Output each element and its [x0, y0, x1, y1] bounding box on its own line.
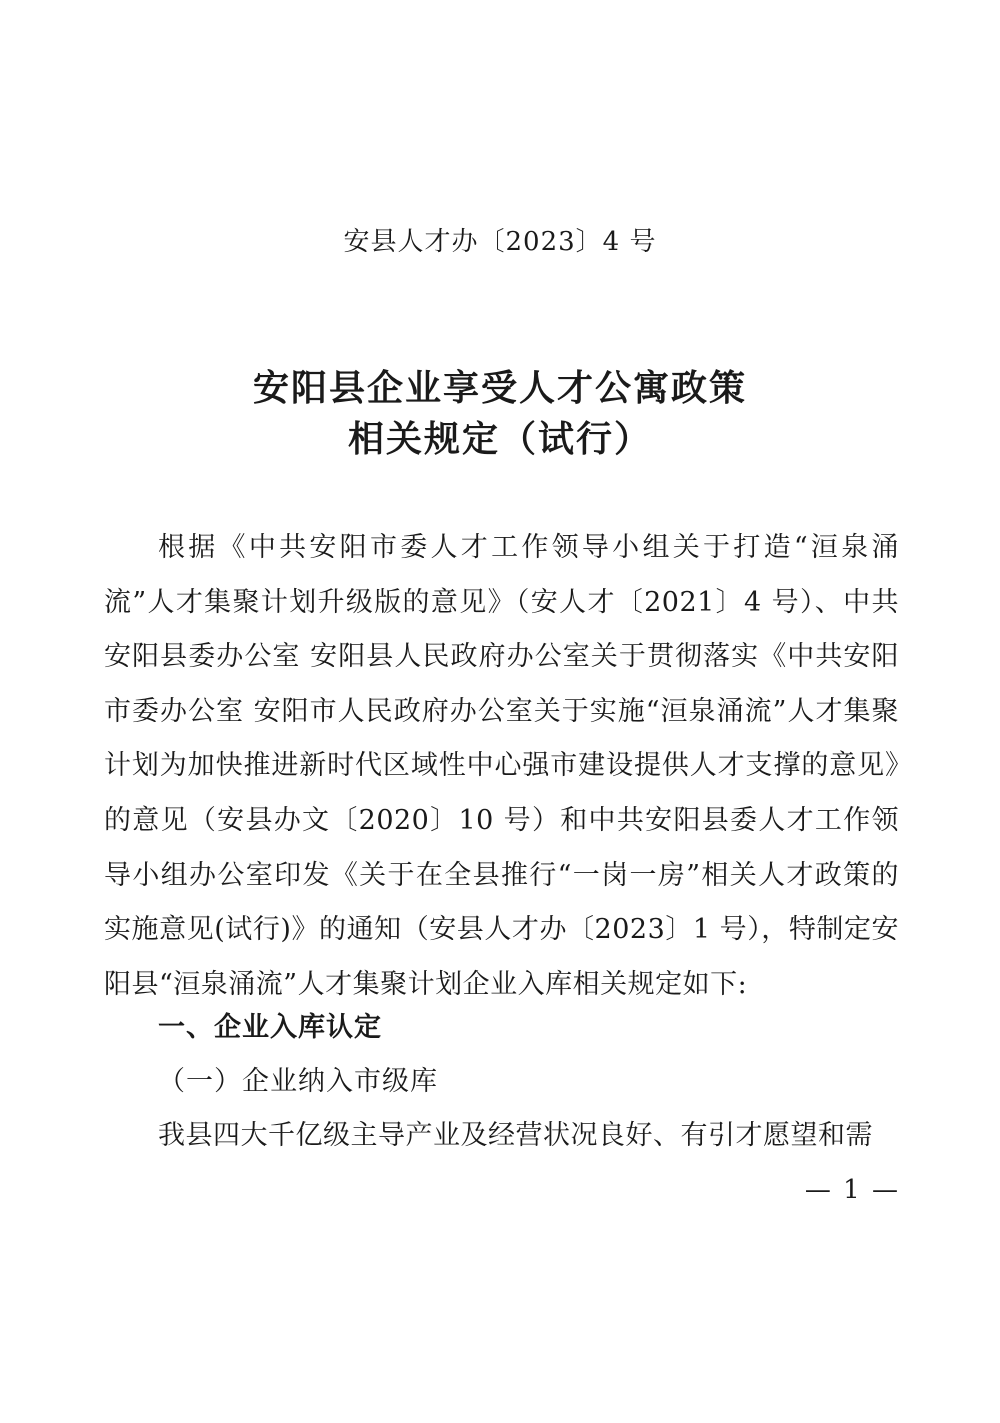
document-number: 安县人才办〔2023〕4 号 [343, 227, 657, 257]
section-heading-1: 一、企业入库认定 [158, 1012, 382, 1043]
document-title-line-1: 安阳县企业享受人才公寓政策 [252, 368, 747, 409]
page-number: — 1 — [804, 1175, 900, 1205]
subsection-heading-1: （一）企业纳入市级库 [158, 1066, 438, 1097]
section-paragraph: 我县四大千亿级主导产业及经营状况良好、有引才愿望和需 [158, 1120, 873, 1151]
document-title-line-2: 相关规定（试行） [347, 419, 652, 460]
body-paragraph: 根据《中共安阳市委人才工作领导小组关于打造“洹泉涌流”人才集聚计划升级版的意见》（安人才〔2021〕4 号）、中共安阳县委办公室 安阳县人民政府办公室关于贯彻落实《中共安阳市委办公室 安阳市人民政府办公室关于实施“洹泉涌流”人才集聚计划为加快推进新时代区域性中心强市建设提供人才支撑的意见》的意见（安县办文〔2020〕10 号）和中共安阳县委人才工作领导小组办公室印发《关于在全县推行“一岗一房”相关人才政策的实施意见(试行)》的通知（安县人才办〔2023〕1 号），特制定安阳县“洹泉涌流”人才集聚计划企业入库相关规定如下: [104, 532, 899, 1000]
